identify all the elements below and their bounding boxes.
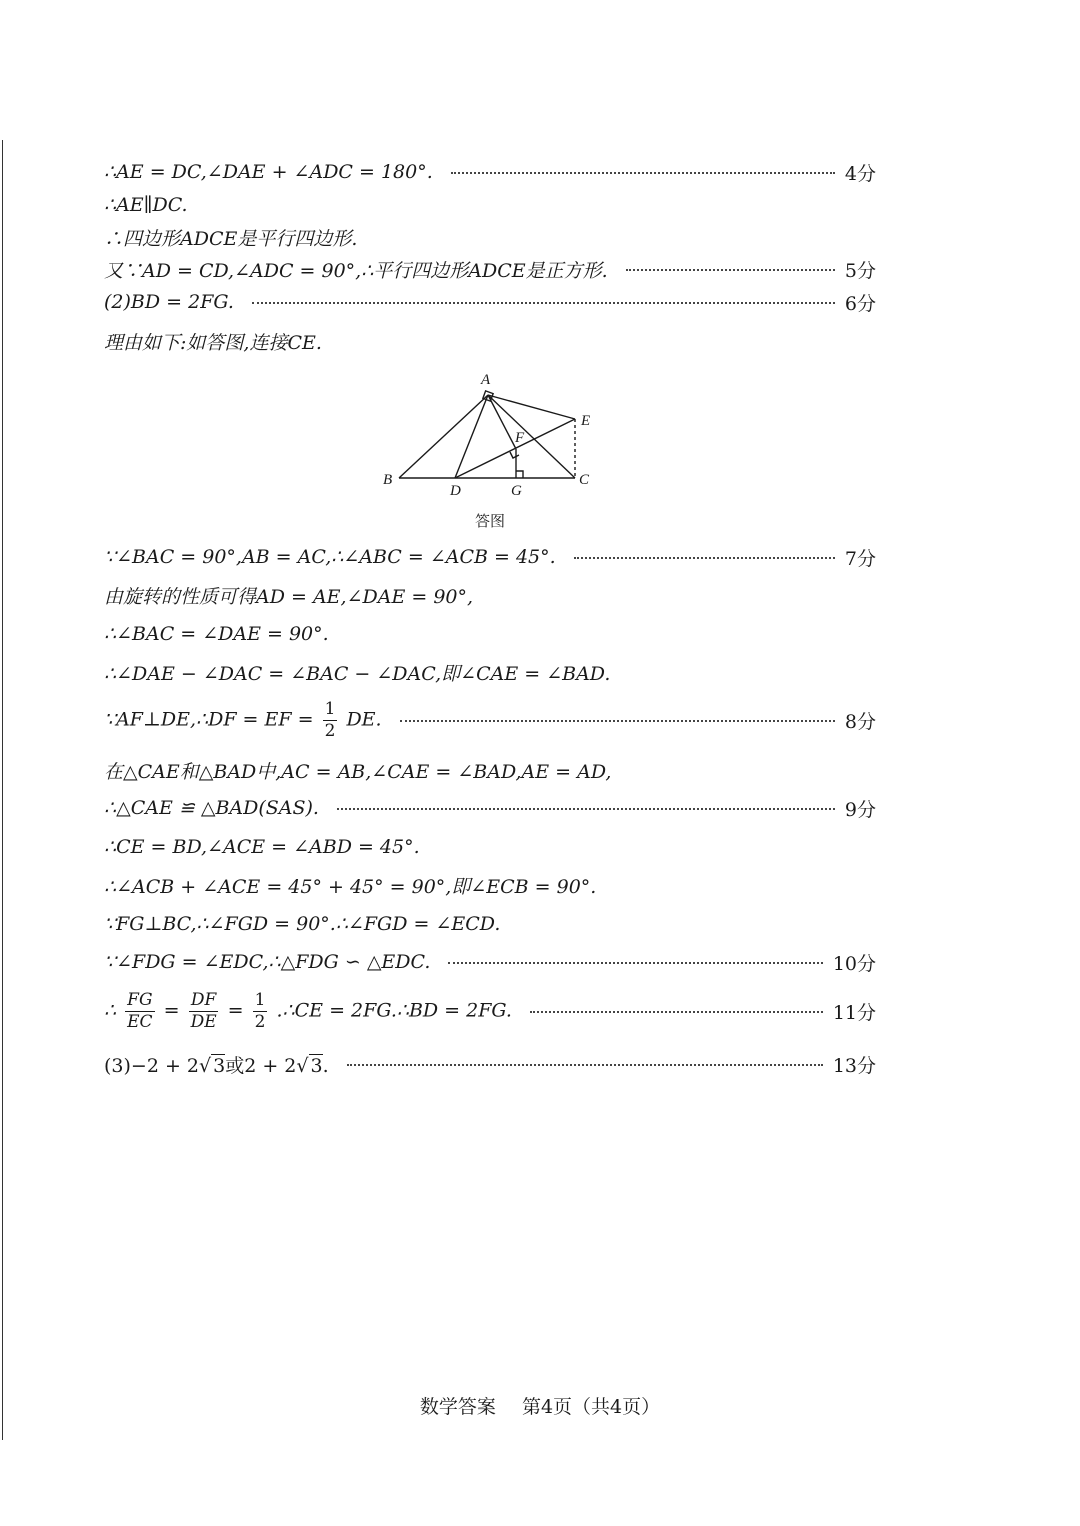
solution-line: 由旋转的性质可得AD = AE,∠DAE = 90°, (104, 585, 474, 608)
dot-leader (400, 720, 835, 722)
label-d: D (450, 483, 461, 499)
dot-leader (530, 1011, 823, 1013)
solution-line: ∴四边形ADCE是平行四边形. (104, 227, 358, 250)
solution-line: ∵FG⊥BC,∴∠FGD = 90°.∴∠FGD = ∠ECD. (104, 913, 501, 935)
segment-ad (455, 395, 488, 478)
label-b: B (383, 472, 393, 488)
label-f: F (515, 430, 525, 446)
solution-line: (3)−2 + 2√ 3或2 + 2√ 3. 13分 (104, 1048, 876, 1080)
solution-line: ∴∠DAE − ∠DAC = ∠BAC − ∠DAC,即∠CAE = ∠BAD. (104, 662, 611, 685)
solution-line: ∵∠BAC = 90°,AB = AC,∴∠ABC = ∠ACB = 45°. 7分 (104, 541, 876, 573)
solution-line: ∴△CAE ≌ △BAD(SAS). 9分 (104, 792, 876, 824)
footer-page-number: 第4页（共4页） (521, 1396, 661, 1418)
solution-line: ∴ $\frac{FG}{EC}$ = $\frac{DF}{DE}$ = $\frac{1}{2}$ .∴CE = 2FG.∴BD = 2FG. 11分 (104, 989, 876, 1032)
score-label: 10分 (832, 952, 876, 975)
score-label: 7分 (844, 547, 876, 570)
sqrt-sign: √ (296, 1054, 309, 1077)
dot-leader (252, 302, 835, 304)
fraction: $\frac{1}{2}$ (324, 698, 336, 741)
score-label: 6分 (844, 292, 876, 315)
solution-line: ∴CE = BD,∠ACE = ∠ABD = 45°. (104, 836, 420, 858)
solution-line: ∴∠BAC = ∠DAE = 90°. (104, 623, 329, 645)
score-label: 4分 (844, 162, 876, 185)
right-angle-mark-g (516, 471, 523, 478)
score-label: 11分 (832, 1001, 876, 1024)
label-e: E (581, 413, 591, 429)
dot-leader (451, 172, 835, 174)
fraction: $\frac{FG}{EC}$ (127, 989, 153, 1032)
dot-leader (574, 557, 835, 559)
geometry-figure (370, 368, 610, 502)
label-c: C (579, 472, 590, 488)
solution-line: (2)BD = 2FG. 6分 (104, 286, 876, 318)
solution-line: ∴AE∥DC. (104, 194, 188, 216)
right-angle-mark-f (510, 452, 519, 458)
label-g: G (511, 483, 522, 499)
label-a: A (481, 372, 491, 388)
solution-line: ∴AE = DC,∠DAE + ∠ADC = 180°. 4分 (104, 156, 876, 188)
segment-ab (399, 395, 488, 478)
score-label: 9分 (844, 798, 876, 821)
solution-line: ∵∠FDG = ∠EDC,∴△FDG ∽ △EDC. 10分 (104, 946, 876, 978)
fraction: $\frac{1}{2}$ (254, 989, 266, 1032)
solution-line: ∵AF⊥DE,∴DF = EF = $\frac{1}{2}$ DE. 8分 (104, 698, 876, 741)
dot-leader (347, 1064, 823, 1066)
segment-af (488, 395, 516, 449)
footer-subject: 数学答案 (419, 1396, 496, 1418)
left-margin-rule (2, 140, 3, 1440)
sqrt-sign: √ (199, 1054, 212, 1077)
dot-leader (626, 269, 835, 271)
solution-line: ∴∠ACB + ∠ACE = 45° + 45° = 90°,即∠ECB = 90°. (104, 875, 597, 898)
solution-line: 又∵AD = CD,∠ADC = 90°,∴平行四边形ADCE是正方形. 5分 (104, 253, 876, 285)
dot-leader (448, 962, 822, 964)
figure-caption: 答图 (474, 512, 505, 530)
fraction: $\frac{DF}{DE}$ (190, 989, 217, 1032)
dot-leader (337, 808, 835, 810)
score-label: 13分 (832, 1054, 876, 1077)
score-label: 5分 (844, 259, 876, 282)
score-label: 8分 (844, 710, 876, 733)
solution-line: 在△CAE和△BAD中,AC = AB,∠CAE = ∠BAD,AE = AD, (104, 760, 612, 783)
page-footer (0, 1392, 1080, 1419)
solution-line: 理由如下:如答图,连接CE. (104, 331, 322, 354)
